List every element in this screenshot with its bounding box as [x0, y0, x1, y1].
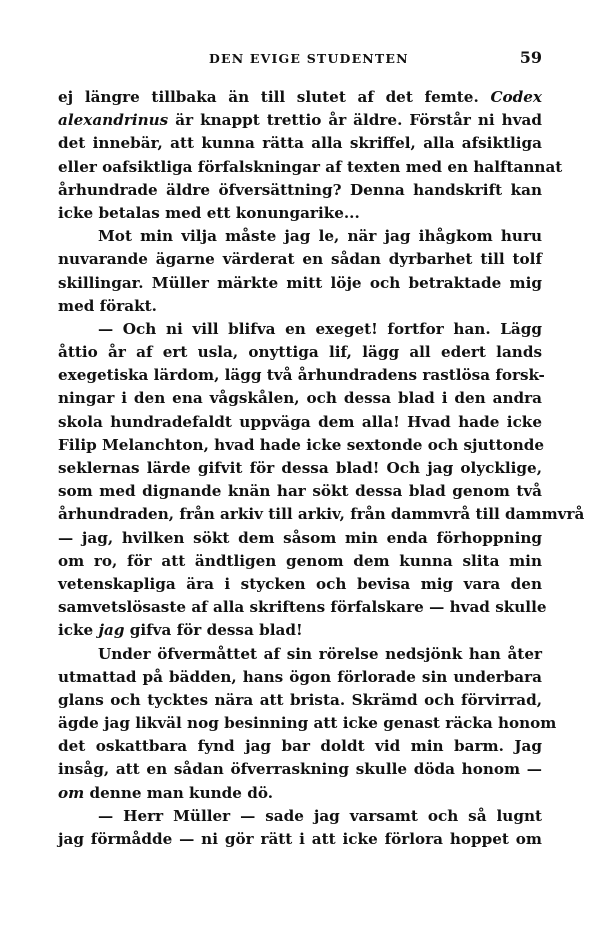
italic-text-segment: om: [58, 783, 85, 802]
text-line: [58, 341, 542, 364]
text-line: [58, 295, 542, 318]
text-line: [58, 782, 542, 805]
text-segment: jag förmådde — ni gör rätt i att icke förlora hoppet om: [58, 830, 542, 848]
text-line: [58, 805, 542, 828]
text-line: [58, 596, 547, 619]
text-line: [58, 712, 557, 735]
page-number: 59: [519, 48, 542, 67]
text-line: [58, 503, 585, 526]
text-segment: med förakt.: [58, 296, 157, 315]
text-line: [58, 573, 542, 596]
text-line: [58, 225, 542, 248]
text-segment: ägde jag likväl nog besinning att icke genast räcka honom: [58, 714, 557, 733]
text-line: [58, 411, 542, 434]
text-line: [58, 735, 542, 758]
text-line: [58, 527, 542, 550]
text-line: [58, 666, 542, 689]
text-line: [58, 457, 542, 480]
text-segment: utmattad på bädden, hans ögon förlorade sin underbara: [58, 667, 542, 686]
running-title: DEN EVIGE STUDENTEN: [208, 51, 409, 66]
text-line: [58, 434, 545, 457]
text-segment: — jag, hvilken sökt dem såsom min enda förhoppning: [58, 528, 542, 547]
text-line: [58, 132, 542, 155]
text-segment: — Herr Müller — sade jag varsamt och så lugnt: [98, 806, 542, 825]
page-header: [58, 48, 542, 74]
text-segment: århundraden, från arkiv till arkiv, från dammvrå till dammvrå: [58, 505, 585, 524]
text-line: [58, 109, 542, 132]
text-segment: skola hundradefaldt uppväga dem alla! Hvad hade icke: [58, 412, 542, 431]
text-segment: Filip Melanchton, hvad hade icke sextonde och sjuttonde: [58, 435, 545, 454]
text-segment: Under öfvermåttet af sin rörelse nedsjönk han åter: [98, 644, 542, 663]
italic-text-segment: Codex: [490, 88, 542, 106]
text-segment: glans och tycktes nära att brista. Skrämd och förvirrad,: [58, 690, 542, 709]
text-segment: seklernas lärde gifvit för dessa blad! Och jag olycklige,: [58, 459, 542, 477]
text-line: [58, 758, 542, 781]
text-line: [58, 689, 542, 712]
text-segment: nuvarande ägarne värderat en sådan dyrbarhet till tolf: [58, 250, 542, 269]
text-segment: exegetiska lärdom, lägg två århundradens rastlösa forsk-: [58, 366, 545, 385]
text-segment: är knappt trettio år äldre. Förstår ni hvad: [168, 111, 542, 130]
text-line: [58, 272, 542, 295]
text-line: [58, 643, 542, 666]
text-line: [58, 318, 542, 341]
book-page: [58, 48, 585, 851]
text-segment: gifva för dessa blad!: [124, 621, 303, 640]
text-segment: om ro, för att ändtligen genom dem kunna slita min: [58, 551, 542, 570]
text-line: [58, 156, 563, 179]
text-segment: ej längre tillbaka än till slutet af det femte.: [58, 88, 491, 106]
italic-text-segment: alexandrinus: [58, 111, 169, 130]
text-line: [58, 86, 542, 109]
text-line: [58, 364, 545, 387]
text-line: [58, 387, 542, 410]
text-line: [58, 202, 542, 225]
body-text: [58, 86, 585, 851]
text-segment: icke: [58, 621, 99, 640]
text-line: [58, 248, 542, 271]
text-segment: åttio år af ert usla, onyttiga lif, lägg all edert lands: [58, 343, 542, 362]
text-segment: Mot min vilja måste jag le, när jag ihågkom huru: [98, 227, 542, 246]
text-segment: som med dignande knän har sökt dessa blad genom två: [58, 482, 542, 501]
text-line: [58, 550, 542, 573]
text-segment: denne man kunde dö.: [84, 783, 273, 802]
text-segment: det oskattbara fynd jag bar doldt vid min barm. Jag: [58, 737, 542, 756]
text-segment: vetenskapliga ära i stycken och bevisa mig vara den: [58, 574, 542, 593]
text-line: [58, 619, 542, 642]
text-segment: insåg, att en sådan öfverraskning skulle döda honom —: [58, 760, 542, 779]
text-line: [58, 828, 542, 851]
italic-text-segment: jag: [98, 621, 125, 640]
text-segment: skillingar. Müller märkte mitt löje och betraktade mig: [58, 273, 542, 292]
text-segment: århundrade äldre öfversättning? Denna handskrift kan: [58, 180, 542, 199]
text-segment: ningar i den ena vågskålen, och dessa blad i den andra: [58, 389, 542, 408]
text-line: [58, 480, 542, 503]
text-segment: eller oafsiktliga förfalskningar af texten med en halftannat: [58, 157, 563, 176]
text-segment: — Och ni vill blifva en exeget! fortfor han. Lägg: [98, 319, 542, 338]
text-segment: icke betalas med ett konungarike...: [58, 203, 360, 222]
text-line: [58, 179, 542, 202]
text-segment: det innebär, att kunna rätta alla skriffel, alla afsiktliga: [58, 134, 542, 153]
text-segment: samvetslösaste af alla skriftens förfalskare — hvad skulle: [58, 598, 547, 617]
